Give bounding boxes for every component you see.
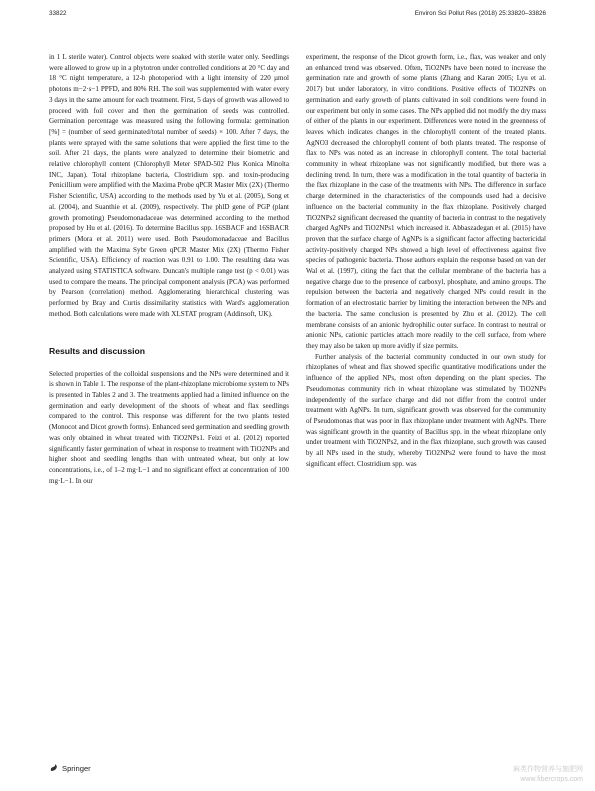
springer-logo-icon xyxy=(49,763,59,773)
methods-paragraph: in 1 L sterile water). Control objects were soaked with sterile water only. Seedlings were allowed to grow up in a phytotron under controlled conditions at 20 °C day and 18 °C night temperature, a 12-h photoperiod with a light intensity of 220 µmol photons m−2·s−1 PPFD, and 80% RH. The soil was supplemented with water every 3 days in the same amount for each treatment. First, 5 days of growth was allowed to proceed with foil cover and then the germination of seeds was controlled. Germination percentage was measured using the following formula: germination [%] = (number of seed germinated/total number of seeds) × 100. After 7 days, the plants were sprayed with the same solutions that were applied the first time to the soil. After 21 days, the plants were analyzed to determine their biometric and relative chlorophyll content (Chlorophyll Meter SPAD-502 Plus Konica Minolta INC, Japan). Total rhizoplane bacteria, Clostridium spp. and toxin-producing Penicillium were amplified with the Maxima Probe qPCR Master Mix (2X) (Thermo Fisher Scientific, USA) according to the methods used by Yu et al. (2005), Song et al. (2004), and Suanthie et al. (2009), respectively. The phlD gene of PGP (plant growth promoting) Pseudomonadaceae was determined according to the method proposed by Hu et al. (2016). To determine Bacillus spp. 16SBACF and 16SBACR primers (Mora et al. 2011) were used. Both Pseudomonadaceae and Bacillus amplified with the Maxima Sybr Green qPCR Master Mix (2X) (Thermo Fisher Scientific, USA). Efficiency of reaction was 0.91 to 1.00. The resulting data was analyzed using STATISTICA software. Duncan's multiple range test (p < 0.01) was used to compare the means. The principal component analysis (PCA) was performed by Pearson (correlation) method. Agglomerating hierarchical clustering was performed by Bray and Curtis dissimilarity statistics with Ward's agglomeration method. Both calculations were made with XLSTAT program (Addinsoft, UK). xyxy=(49,53,289,318)
results-paragraph: Selected properties of the colloidal suspensions and the NPs were determined and it is shown in Table 1. The response of the plant-rhizoplane microbiome system to NPs is presented in Tables 2 and 3. The treatments applied had a limited influence on the germination and early development of the shoots of wheat and flax seedlings compared to the control. This response was different for the two plants tested (Monocot and Dicot growth forms). Enhanced seed germination and seedling growth was only obtained in wheat treated with TiO2NPs1. Feizi et al. (2012) reported significantly faster germination of wheat in response to treatment with TiO2NPs and higher shoot and seedling lengths than with untreated wheat, but only at low concentrations, i.e., of 1–2 mg·L−1 and no significant effect at concentration of 100 mg·L−1. In our xyxy=(49,369,289,485)
publisher-name: Springer xyxy=(62,763,91,773)
right-column xyxy=(306,52,546,469)
left-column xyxy=(49,52,289,486)
site-watermark xyxy=(513,765,583,785)
publisher-footer xyxy=(49,763,91,773)
watermark-line-1: 麻类作物营养与施肥网 xyxy=(513,766,583,773)
watermark-line-2: www.fibercrops.com xyxy=(520,776,583,783)
section-heading: Results and discussion xyxy=(49,345,145,356)
journal-citation: Environ Sci Pollut Res (2018) 25:33820–33826 xyxy=(414,10,546,17)
page-number: 33822 xyxy=(49,10,67,17)
running-header xyxy=(49,10,546,22)
discussion-paragraph-2: Further analysis of the bacterial community conducted in our own study for rhizoplanes of wheat and flax showed specific quantitative modifications under the influence of the applied NPs, most often depending on the plant species. The Pseudomonas community rich in wheat rhizoplane was stimulated by TiO2NPs independently of the surface charge and did not differ from the control under treatment with AgNPs. In turn, significant growth was observed for the community of Pseudomonas that was poor in flax rhizoplane under treatment with AgNPs. There was significant growth in the quantity of Bacillus spp. in the wheat rhizoplane only under treatment with TiO2NPs2, and in the flax rhizoplane, such growth was caused by all NPs used in the study, whereby TiO2NPs2 were found to have the most significant effect. Clostridium spp. was xyxy=(306,352,546,468)
discussion-paragraph-1: experiment, the response of the Dicot growth form, i.e., flax, was weaker and only an enhanced trend was observed. Often, TiO2NPs have been noted to increase the germination rate and growth of some plants (Zhang and Karan 2005; Lyu et al. 2017) but under laboratory, in vitro conditions. Positive effects of TiO2NPs on germination and early growth of plants cultivated in soil conditions were found in our experiment but only in some cases. The NPs applied did not modify the dry mass of either of the plants in our experiment. Differences were noted in the greenness of leaves which indicates changes in the chlorophyll content of the treated plants. AgNO3 decreased the chlorophyll content of both plants treated. The response of flax to NPs was noted as an increase in chlorophyll content. The total bacterial community in wheat rhizoplane was not significantly modified, but there was a declining trend. In turn, there was a modification in the total quantity of bacteria in the flax rhizoplane in the case of the treatments with NPs. The difference in surface charge determined in the characteristics of the compounds used had a decisive influence on the bacterial community in the flax rhizoplane. Positively charged TiO2NPs2 significant decreased the quantity of bacteria in contrast to the negatively charged AgNPs and TiO2NPs1 which increased it. Abbaszadegan et al. (2015) have proven that the surface charge of AgNPs is a significant factor affecting bactericidal activity-positively charged NPs showed a high level of effectiveness against five species of pathogenic bacteria. Those authors explain the response based on van der Wal et al. (1997), citing the fact that the cellular membrane of the bacteria has a negative charge due to the presence of carboxyl, phosphate, and amino groups. The repulsion between the bacteria and negatively charged NPs could result in the formation of an electrostatic barrier by limiting the interaction between the NPs and the bacteria. The same conclusion is presented by Zhu et al. (2012). The cell membrane consists of an anionic hydrophilic outer surface. In contrast to neutral or anionic NPs, cationic particles attach more readily to the cell surface, from where they may also be taken up more avidly if size permits. xyxy=(306,53,546,350)
